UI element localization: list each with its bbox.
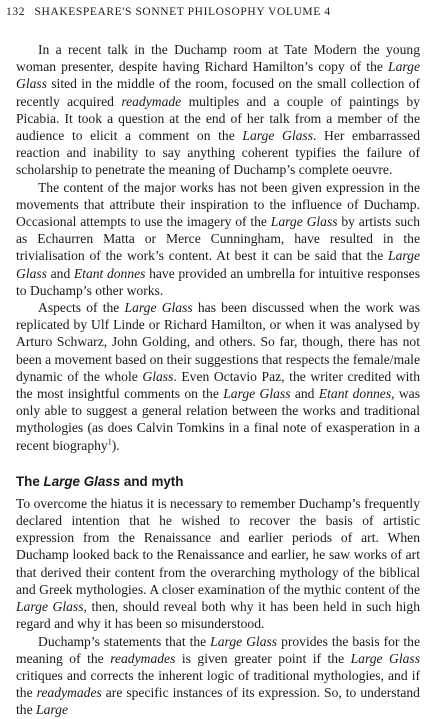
body-text [16,41,420,719]
paragraph-5: Duchamp’s statements that the Large Glass provides the basis for the meaning of the readymades is given greater point if the Large Glass critiques and corrects the inherent logic of traditional mythologies, and if the readymades are specific instances of its expression. So, to understand the Large [16,633,421,718]
paragraph-3: Aspects of the Large Glass has been discussed when the work was replicated by Ulf Linde or Richard Hamilton, or when it was analysed by Arturo Schwarz, John Golding, and others. So far, though, there has not been a movement based on their suggestions that respects the female/male dynamic of the whole Glass. Even Octavio Paz, the writer credited with the most insightful comments on the Large Glass and Etant donnes, was only able to suggest a general relation between the works and traditional mythologies (as does Calvin Tomkins in a final note of exasperation in a recent biography$^1$). [16,300,420,453]
paragraph-4: To overcome the hiatus it is necessary to remember Duchamp’s frequently declared intention that he wished to recover the basis of artistic expression from the Renaissance and earlier periods of art. When Duchamp looked back to the Renaissance and earlier, he saw works of art that derived their content from the overarching mythology of the biblical and Greek mythologies. A closer examination of the mythic content of the Large Glass, then, should reveal both why it has been held in such high regard and why it has been so misunderstood. [16,495,420,632]
page-number: 132 [6,6,26,18]
running-header [6,6,434,18]
running-title: SHAKESPEARE'S SONNET PHILOSOPHY VOLUME 4 [34,6,331,18]
paragraph-1: In a recent talk in the Duchamp room at Tate Modern the young woman presenter, despite having Richard Hamilton’s copy of the Large Glass sited in the middle of the room, focused on the small collection of recently acquired readymade multiples and a couple of paintings by Picabia. It took a question at the end of her talk from a member of the audience to elicit a comment on the Large Glass. Her embarrassed reaction and inability to say anything coherent typifies the failure of scholarship to penetrate the meaning of Duchamp’s complete oeuvre. [16,42,421,178]
section-heading: The Large Glass and myth [16,473,184,489]
paragraph-2: The content of the major works has not been given expression in the movements that attribute their inspiration to the influence of Duchamp. Occasional attempts to use the imagery of the Large Glass by artists such as Echaurren Matta or Merce Cunningham, have resulted in the trivialisation of the work’s content. At best it can be said that the Large Glass and Etant donnes have provided an umbrella for intuitive responses to Duchamp’s other works. [16,179,420,298]
footnote-marker: 1 [107,437,112,447]
